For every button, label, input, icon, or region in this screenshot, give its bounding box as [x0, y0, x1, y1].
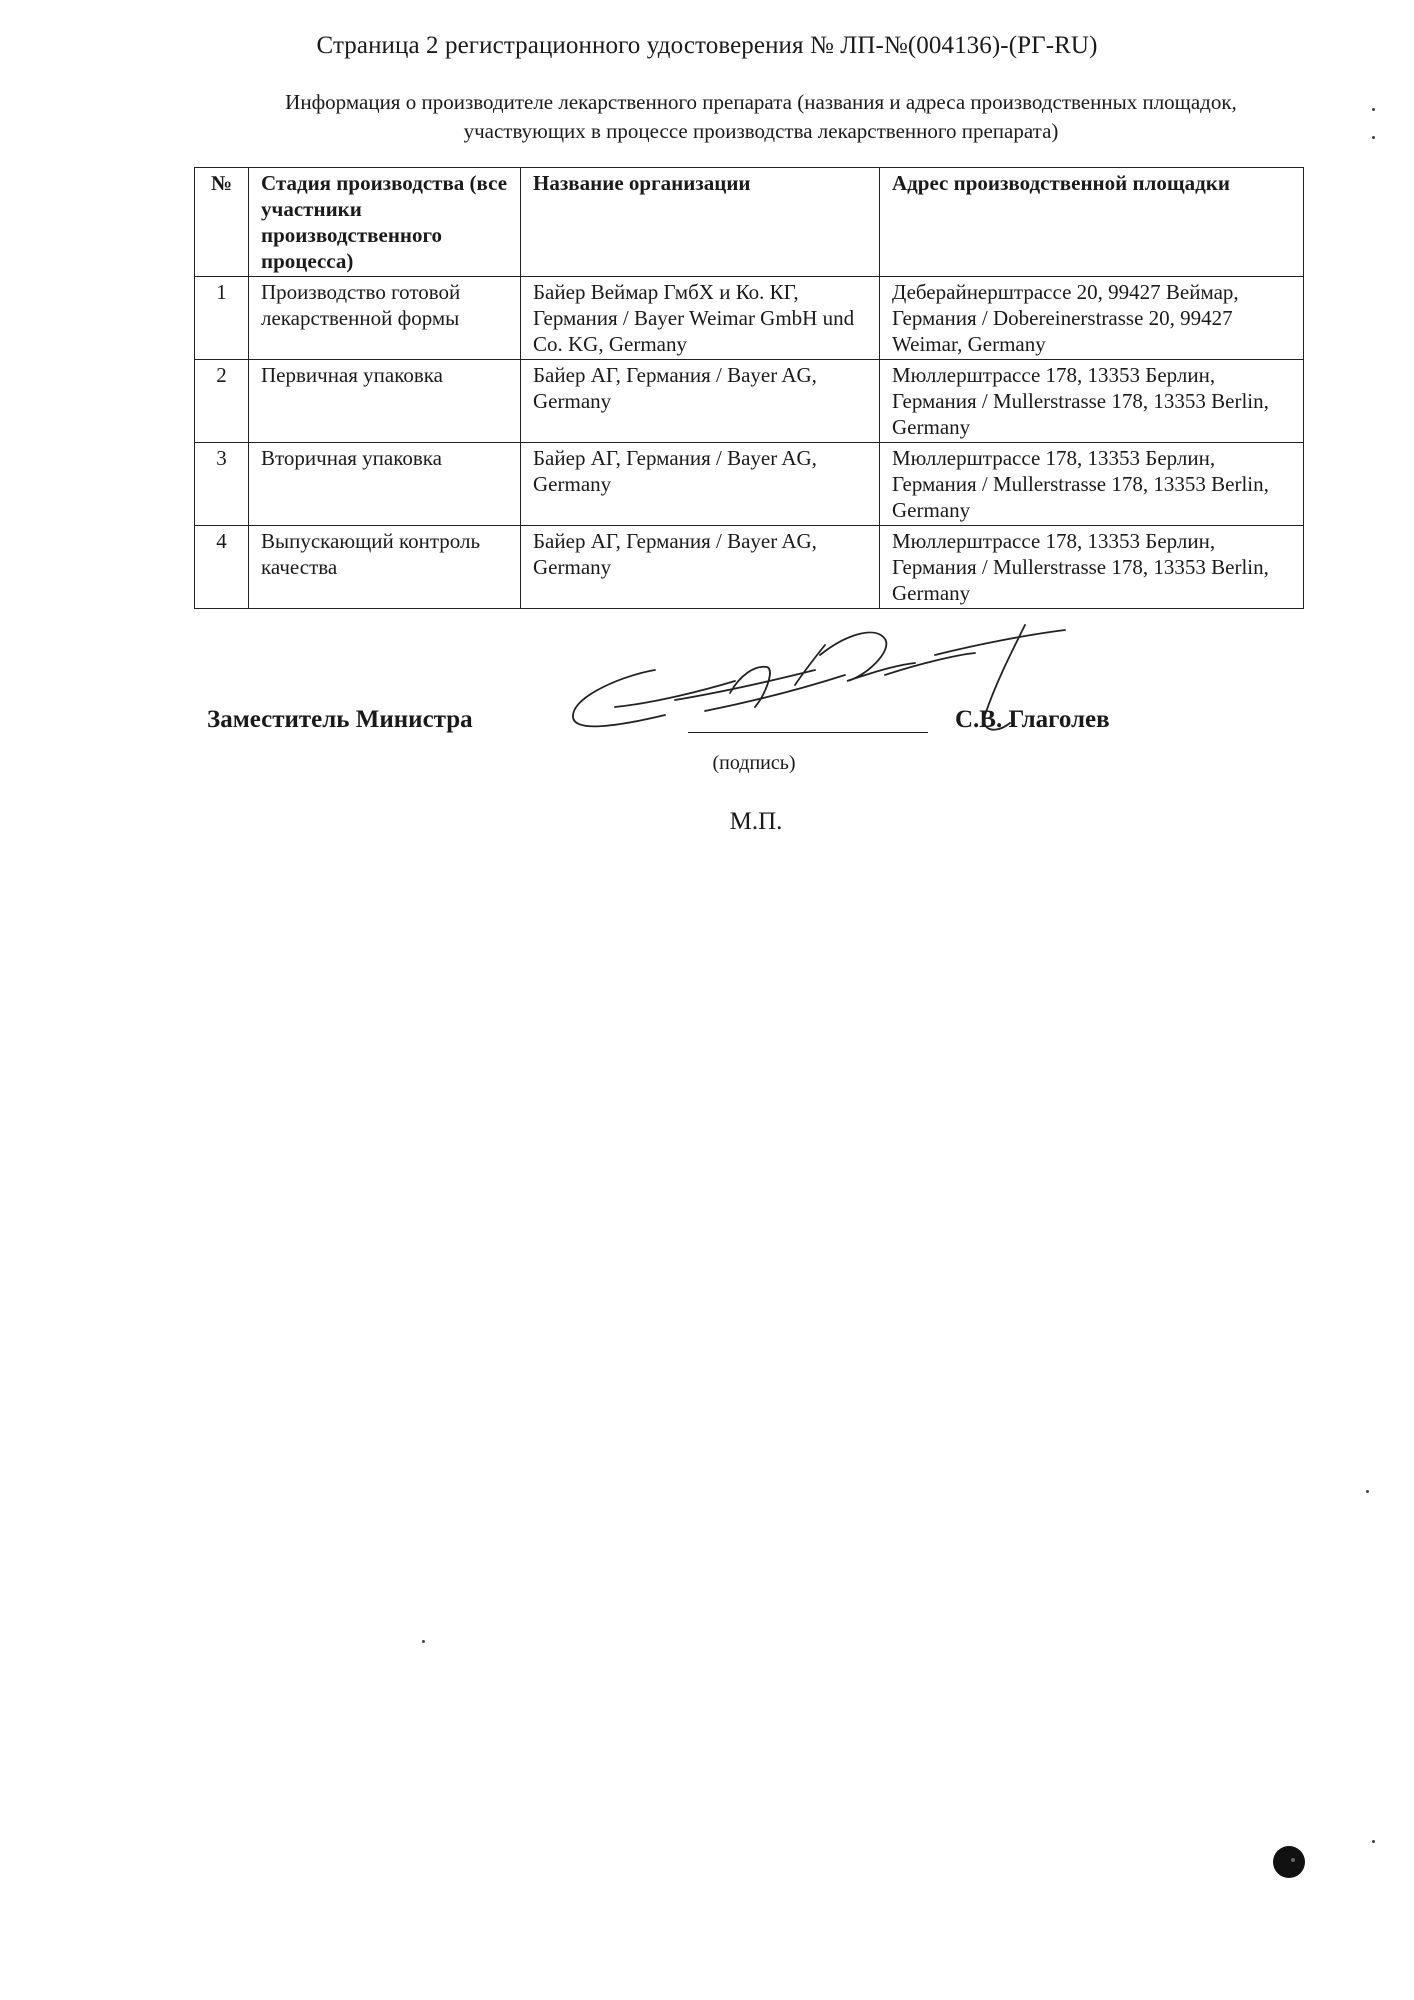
table-caption-line-1: Информация о производителе лекарственного препарата (названия и адреса производственных площадок,: [285, 90, 1237, 114]
table-row: [195, 526, 1304, 609]
row-address: Мюллерштрассе 178, 13353 Берлин, Германия / Mullerstrasse 178, 13353 Berlin, Germany: [880, 360, 1304, 443]
row-stage: Вторичная упаковка: [249, 443, 521, 526]
signatory-position: Заместитель Министра: [207, 706, 473, 733]
table-caption-line-2: участвующих в процессе производства лекарственного препарата): [463, 119, 1059, 143]
table-header-row: [195, 168, 1304, 277]
row-organization: Байер Веймар ГмбХ и Ко. КГ, Германия / Bayer Weimar GmbH und Co. KG, Germany: [521, 277, 880, 360]
signature-line: [688, 732, 928, 733]
header-organization: Название организации: [521, 168, 880, 277]
scan-speck: [1366, 1490, 1369, 1493]
header-stage: Стадия производства (все участники производственного процесса): [249, 168, 521, 277]
scan-speck: [1372, 1840, 1375, 1843]
row-stage: Производство готовой лекарственной формы: [249, 277, 521, 360]
header-number: №: [195, 168, 249, 277]
row-number: 3: [195, 443, 249, 526]
header-address: Адрес производственной площадки: [880, 168, 1304, 277]
row-organization: Байер АГ, Германия / Bayer AG, Germany: [521, 360, 880, 443]
row-number: 4: [195, 526, 249, 609]
row-number: 1: [195, 277, 249, 360]
row-organization: Байер АГ, Германия / Bayer AG, Germany: [521, 443, 880, 526]
table-caption: [196, 88, 1326, 146]
scan-speck: [422, 1640, 425, 1643]
row-stage: Выпускающий контроль качества: [249, 526, 521, 609]
signature-row: [0, 690, 1414, 750]
scan-speck: [1372, 108, 1375, 111]
row-address: Деберайнерштрассе 20, 99427 Веймар, Германия / Dobereinerstrasse 20, 99427 Weimar, Germany: [880, 277, 1304, 360]
row-address: Мюллерштрассе 178, 13353 Берлин, Германия / Mullerstrasse 178, 13353 Berlin, Germany: [880, 443, 1304, 526]
row-number: 2: [195, 360, 249, 443]
row-address: Мюллерштрассе 178, 13353 Берлин, Германия / Mullerstrasse 178, 13353 Berlin, Germany: [880, 526, 1304, 609]
stamp-placeholder: М.П.: [729, 808, 783, 835]
scan-speck: [1372, 136, 1375, 139]
signature-caption: (подпись): [712, 752, 796, 774]
signatory-name: С.В. Глаголев: [955, 706, 1110, 733]
row-organization: Байер АГ, Германия / Bayer AG, Germany: [521, 526, 880, 609]
table-row: [195, 443, 1304, 526]
scan-mark-icon: [1271, 1844, 1307, 1880]
manufacturers-table: [194, 167, 1304, 609]
row-stage: Первичная упаковка: [249, 360, 521, 443]
table-row: [195, 277, 1304, 360]
page-title: Страница 2 регистрационного удостоверения № ЛП-№(004136)-(РГ-RU): [316, 32, 1098, 59]
table-row: [195, 360, 1304, 443]
